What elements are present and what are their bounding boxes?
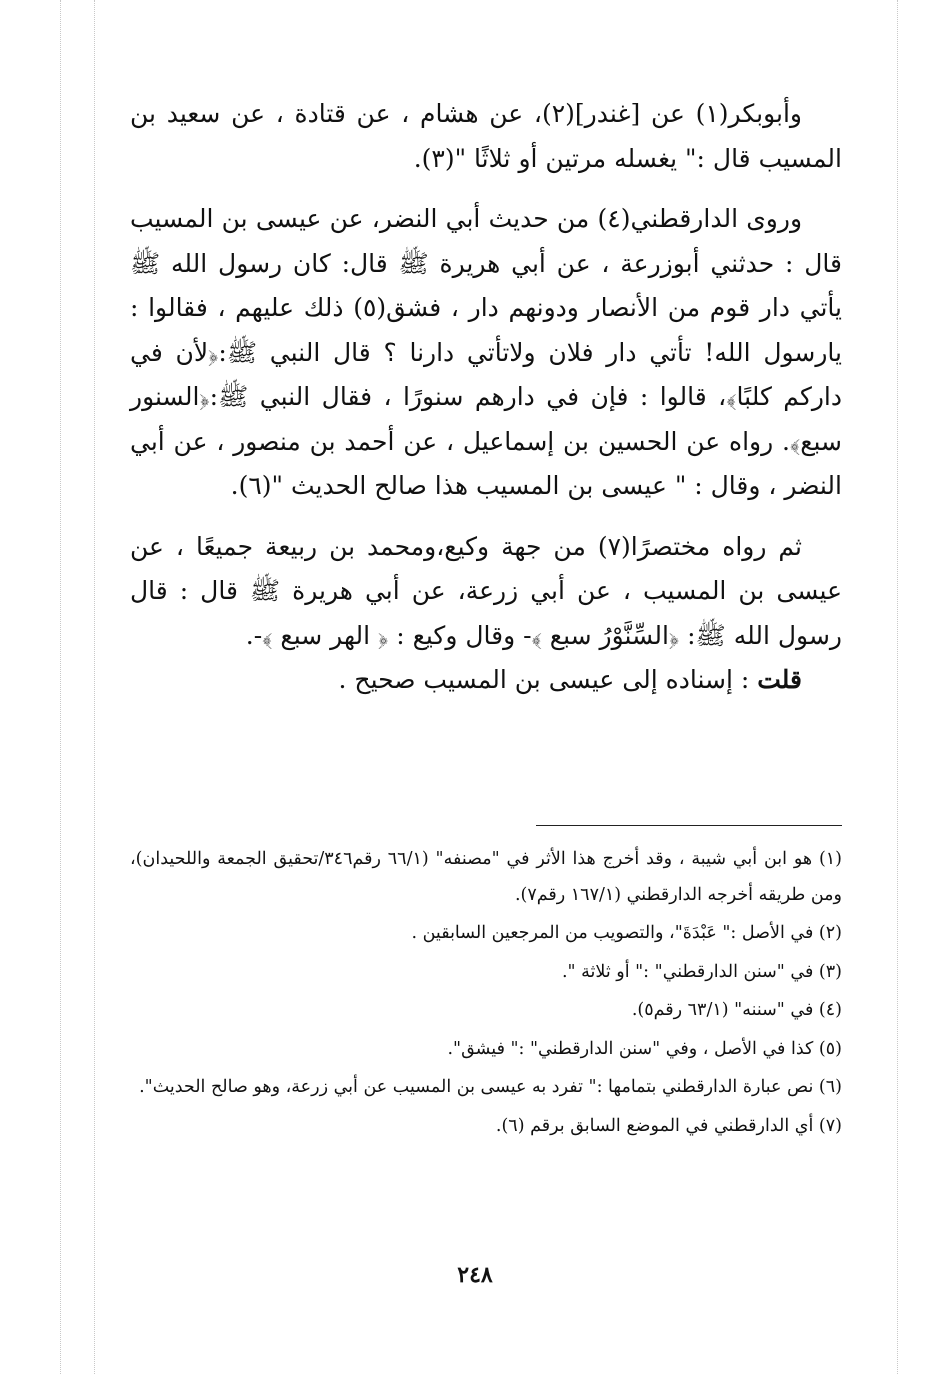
footnote-1: (١) هو ابن أبي شيبة ، وقد أخرج هذا الأثر في "مصنفه" (٦٦/١ رقم٣٤٦/تحقيق الجمعة واللحيدان)، ومن طريقه أخرجه الدارقطني (١٦٧/١ رقم٧). xyxy=(130,849,842,905)
qult-text: : إسناده إلى عيسى بن المسيب صحيح . xyxy=(338,665,750,694)
page-number: ٢٤٨ xyxy=(457,1262,493,1288)
main-text xyxy=(130,92,842,703)
footnote-6: (٦) نص عبارة الدارقطني بتمامها :" تفرد به عيسى بن المسيب عن أبي زرعة، وهو صالح الحديث". xyxy=(139,1077,842,1097)
footnote-3: (٣) في "سنن الدارقطني" :" أو ثلاثة ". xyxy=(561,961,842,982)
paragraph-1: وأبوبكر(١) عن [غندر](٢)، عن هشام ، عن قتادة ، عن سعيد بن المسيب قال :" يغسله مرتين أو ثلاثًا "(٣). xyxy=(130,99,842,173)
scan-margin-line-right xyxy=(897,0,898,1374)
paragraph-3: ثم رواه مختصرًا(٧) من جهة وكيع،ومحمد بن ربيعة جميعًا ، عن عيسى بن المسيب ، عن أبي زرعة، عن أبي هريرة ﷺ قال : قال رسول الله ﷺ: ﴿السِّنَّوْرُ سبع ﴾- وقال وكيع : ﴿ الهر سبع ﴾-. xyxy=(130,531,842,650)
footnote-7: (٧) أي الدارقطني في الموضع السابق برقم (٦). xyxy=(495,1115,842,1136)
footnote-2: (٢) في الأصل :" عَبْدَةَ"، والتصويب من المرجعين السابقين . xyxy=(411,923,842,943)
footnote-4: (٤) في "سننه" (٦٣/١ رقم٥). xyxy=(631,1000,842,1020)
paragraph-2: وروى الدارقطني(٤) من حديث أبي النضر، عن عيسى بن المسيب قال : حدثني أبوزرعة ، عن أبي هريرة ﷺ قال: كان رسول الله ﷺ يأتي دار قوم من الأنصار ودونهم دار ، فشق(٥) ذلك عليهم ، فقالوا : يارسول الله! تأتي دار فلان ولاتأتي دارنا ؟ قال النبي ﷺ:﴿لأن في داركم كلبًا﴾، قالوا : فإن في دارهم سنورًا ، فقال النبي ﷺ:﴿السنور سبع﴾. رواه عن الحسين بن إسماعيل ، عن أحمد بن منصور ، عن أبي النضر ، وقال : " عيسى بن المسيب هذا صالح الحديث "(٦). xyxy=(130,204,842,500)
scan-margin-line-left xyxy=(60,0,61,1374)
scan-margin-line-left-inner xyxy=(94,0,95,1374)
footnote-separator xyxy=(536,825,842,826)
footnote-5: (٥) كذا في الأصل ، وفي "سنن الدارقطني" :" فيشق". xyxy=(447,1038,842,1059)
paragraph-4 xyxy=(130,658,842,703)
footnotes xyxy=(130,842,842,1144)
qult-label: قلت xyxy=(757,665,802,694)
